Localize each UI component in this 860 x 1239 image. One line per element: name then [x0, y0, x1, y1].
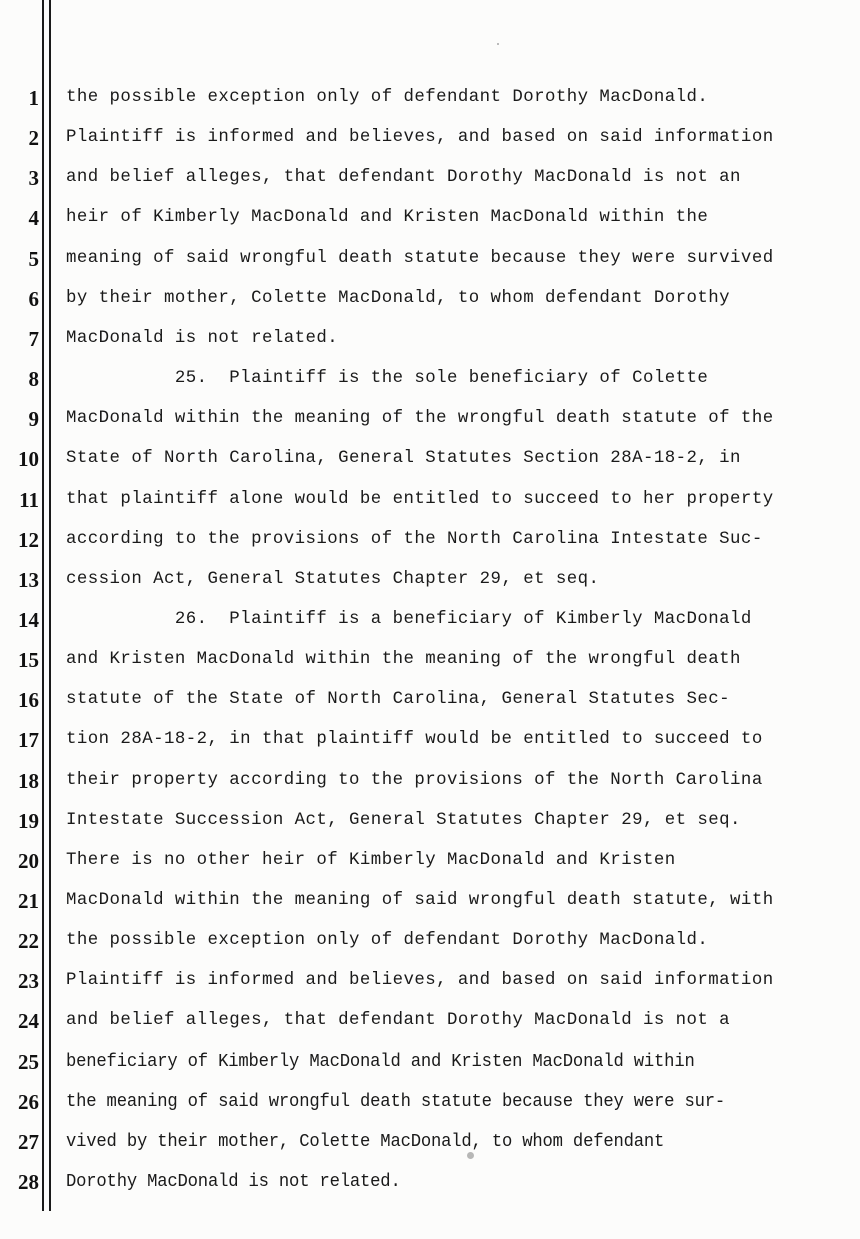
text-line: and belief alleges, that defendant Dorothy MacDonald is not a: [66, 1011, 731, 1030]
line-number: 24: [18, 1009, 39, 1033]
text-line: heir of Kimberly MacDonald and Kristen MacDonald within the: [66, 208, 709, 227]
line-number: 11: [19, 488, 39, 512]
line-number: 19: [18, 809, 39, 833]
line-number: 28: [18, 1170, 39, 1194]
line-number: 1: [28, 86, 39, 110]
text-line: beneficiary of Kimberly MacDonald and Kristen MacDonald within: [66, 1051, 695, 1072]
left-margin-rule: [42, 0, 44, 1211]
line-number: 14: [18, 608, 39, 632]
line-number: 2: [28, 126, 39, 150]
line-number: 3: [28, 166, 39, 190]
text-line: MacDonald within the meaning of the wrongful death statute of the: [66, 409, 774, 428]
text-line: and belief alleges, that defendant Dorothy MacDonald is not an: [66, 168, 741, 187]
text-line: the possible exception only of defendant Dorothy MacDonald.: [66, 88, 709, 107]
text-line: according to the provisions of the North Carolina Intestate Suc-: [66, 530, 763, 549]
text-line: Plaintiff is informed and believes, and based on said information: [66, 971, 774, 990]
line-number: 23: [18, 969, 39, 993]
line-number: 21: [18, 889, 39, 913]
text-line: that plaintiff alone would be entitled to succeed to her property: [66, 490, 774, 509]
left-margin-rule-inner: [49, 0, 51, 1211]
text-line: cession Act, General Statutes Chapter 29, et seq.: [66, 570, 600, 589]
text-line: 26. Plaintiff is a beneficiary of Kimberly MacDonald: [66, 610, 752, 629]
text-line: State of North Carolina, General Statutes Section 28A-18-2, in: [66, 449, 741, 468]
text-line: Dorothy MacDonald is not related.: [66, 1171, 401, 1192]
line-number: 13: [18, 568, 39, 592]
line-number: 9: [28, 407, 39, 431]
line-number: 8: [28, 367, 39, 391]
line-number: 22: [18, 929, 39, 953]
text-line: MacDonald within the meaning of said wrongful death statute, with: [66, 891, 774, 910]
line-number: 10: [18, 447, 39, 471]
line-number: 6: [28, 287, 39, 311]
line-number: 27: [18, 1130, 39, 1154]
text-line: meaning of said wrongful death statute because they were survived: [66, 249, 774, 268]
line-number: 7: [28, 327, 39, 351]
line-number: 16: [18, 688, 39, 712]
line-number: 17: [18, 728, 39, 752]
text-line: There is no other heir of Kimberly MacDonald and Kristen: [66, 851, 676, 870]
text-line: MacDonald is not related.: [66, 329, 339, 348]
line-number: 12: [18, 528, 39, 552]
text-line: their property according to the provisions of the North Carolina: [66, 771, 763, 790]
text-line: the meaning of said wrongful death statute because they were sur-: [66, 1091, 726, 1112]
scan-smudge: [467, 1152, 474, 1159]
text-line: 25. Plaintiff is the sole beneficiary of Colette: [66, 369, 709, 388]
text-line: Plaintiff is informed and believes, and based on said information: [66, 128, 774, 147]
text-line: statute of the State of North Carolina, General Statutes Sec-: [66, 690, 731, 709]
text-line: the possible exception only of defendant Dorothy MacDonald.: [66, 931, 709, 950]
text-line: by their mother, Colette MacDonald, to whom defendant Dorothy: [66, 289, 731, 308]
line-number: 18: [18, 769, 39, 793]
text-line: vived by their mother, Colette MacDonald, to whom defendant: [66, 1131, 665, 1152]
line-number: 5: [28, 247, 39, 271]
text-line: and Kristen MacDonald within the meaning of the wrongful death: [66, 650, 741, 669]
line-number: 26: [18, 1090, 39, 1114]
line-number: 25: [18, 1050, 39, 1074]
line-number: 4: [28, 206, 39, 230]
scan-speck: [497, 43, 499, 45]
text-line: Intestate Succession Act, General Statutes Chapter 29, et seq.: [66, 811, 741, 830]
line-number: 20: [18, 849, 39, 873]
text-line: tion 28A-18-2, in that plaintiff would be entitled to succeed to: [66, 730, 763, 749]
line-number: 15: [18, 648, 39, 672]
